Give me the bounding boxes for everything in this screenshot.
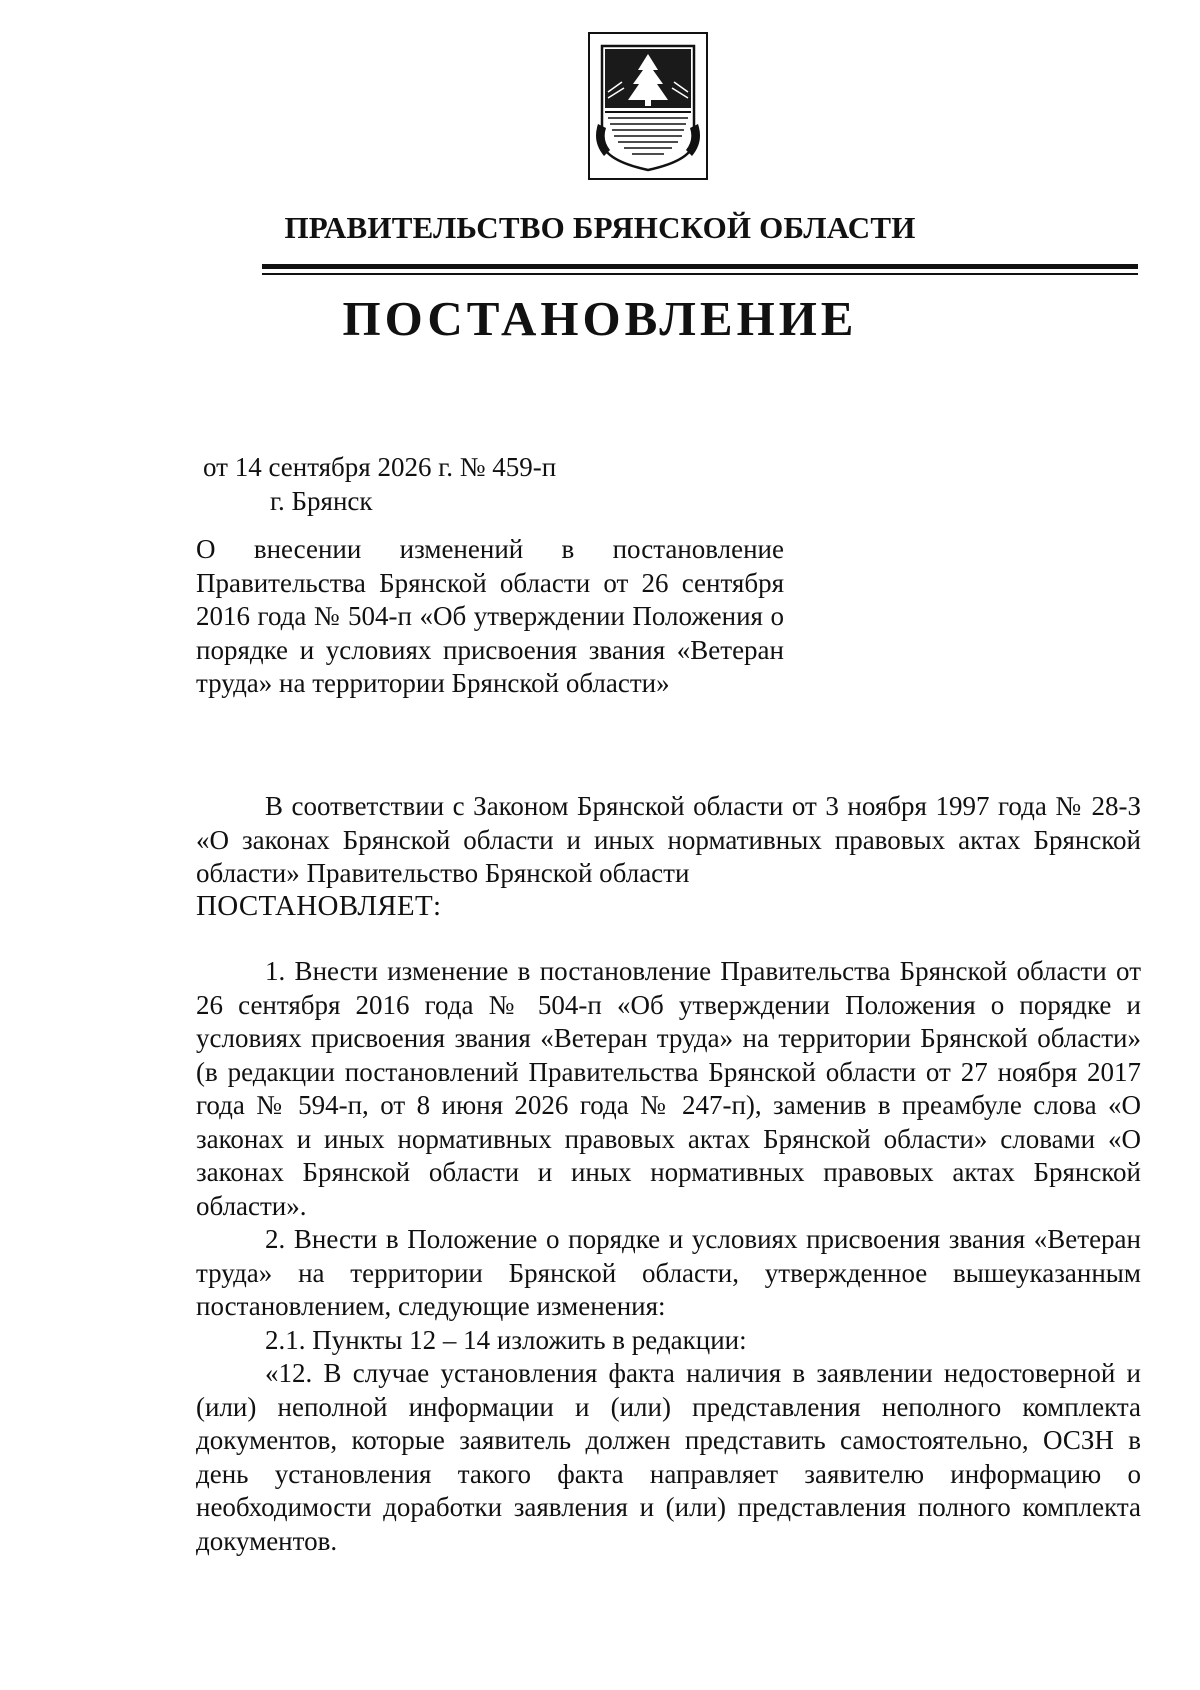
- city: г. Брянск: [270, 486, 373, 516]
- date-and-number: от 14 сентября 2026 г. № 459-п: [203, 452, 557, 482]
- preamble-text: В соответствии с Законом Брянской области от 3 ноября 1997 года № 28-З «О законах Брянской области и иных нормативных правовых актах Брянской области» Правительство Брянской области: [196, 791, 1141, 888]
- header-rule-thin: [262, 273, 1138, 275]
- decree-subject: О внесении изменений в постановление Правительства Брянской области от 26 сентября 2016 года № 504-п «Об утверждении Положения о порядке и условиях присвоения звания «Ветеран труда» на территории Брянской области»: [196, 534, 784, 698]
- point-2-1: 2.1. Пункты 12 – 14 изложить в редакции:: [265, 1324, 747, 1355]
- decree-points: [196, 955, 1141, 1558]
- point-1: 1. Внести изменение в постановление Правительства Брянской области от 26 сентября 2016 года № 504-п «Об утверждении Положения о порядке и условиях присвоения звания «Ветеран труда» на территории Брянской области» (в редакции постановлений Правительства Брянской области от 27 ноября 2017 года № 594-п, от 8 июня 2026 года № 247-п), заменив в преамбуле слова «О законах и иных нормативных правовых актах Брянской области» словами «О законах Брянской области и иных нормативных правовых актах Брянской области».: [196, 956, 1141, 1221]
- document-type-title: ПОСТАНОВЛЕНИЕ: [342, 291, 858, 346]
- point-2: 2. Внести в Положение о порядке и условиях присвоения звания «Ветеран труда» на территории Брянской области, утвержденное вышеуказанным постановлением, следующие изменения:: [196, 1224, 1141, 1321]
- point-12: «12. В случае установления факта наличия в заявлении недостоверной и (или) неполной информации и (или) представления неполного комплекта документов, которые заявитель должен представить самостоятельно, ОСЗН в день установления такого факта направляет заявителю информацию о необходимости доработки заявления и (или) представления полного комплекта документов.: [196, 1358, 1141, 1556]
- preamble: [196, 790, 1141, 891]
- decides-keyword: ПОСТАНОВЛЯЕТ:: [196, 890, 442, 922]
- coat-of-arms-icon: [588, 32, 708, 180]
- government-name: ПРАВИТЕЛЬСТВО БРЯНСКОЙ ОБЛАСТИ: [284, 210, 916, 245]
- header-rule-thick: [262, 264, 1138, 269]
